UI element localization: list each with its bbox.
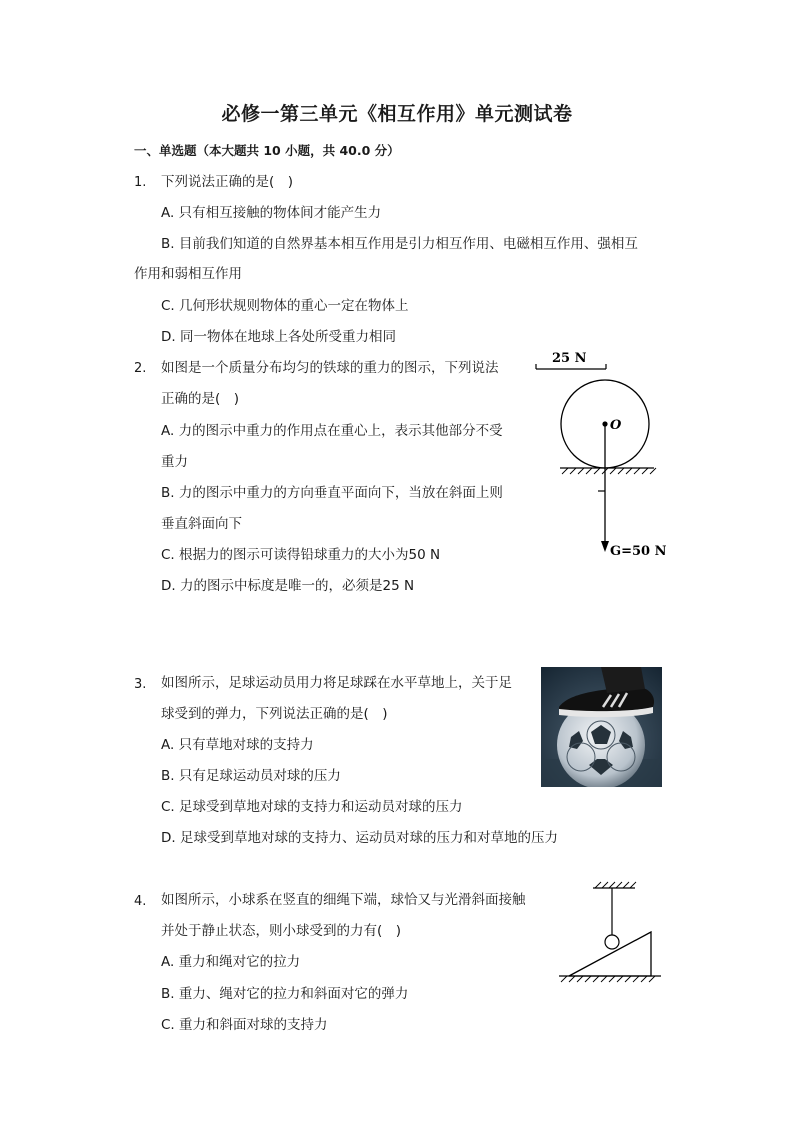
question-3-number: 3. — [134, 677, 147, 692]
center-label: O — [610, 418, 622, 433]
small-ball — [605, 935, 619, 949]
question-4-option-b: B. 重力、绳对它的拉力和斜面对它的弹力 — [161, 986, 409, 1002]
ceiling-hatching — [595, 882, 636, 888]
section-title: 一、单选题（本大题共 10 小题，共 40.0 分） — [134, 143, 400, 158]
question-2-option-a-cont: 重力 — [161, 454, 188, 470]
question-1-option-a: A. 只有相互接触的物体间才能产生力 — [161, 205, 382, 221]
question-3-option-d: D. 足球受到草地对球的支持力、运动员对球的压力和对草地的压力 — [161, 830, 558, 846]
question-4-stem: 如图所示，小球系在竖直的细绳下端，球恰又与光滑斜面接触 — [161, 892, 526, 908]
question-2-option-d: D. 力的图示中标度是唯一的，必须是25 N — [161, 578, 415, 594]
question-1-option-c: C. 几何形状规则物体的重心一定在物体上 — [161, 298, 409, 314]
question-4-option-c: C. 重力和斜面对球的支持力 — [161, 1017, 328, 1033]
scale-label: 25 N — [552, 351, 587, 366]
question-1-option-d: D. 同一物体在地球上各处所受重力相同 — [161, 329, 396, 345]
question-2-option-b-cont: 垂直斜面向下 — [161, 516, 242, 532]
question-1-number: 1. — [134, 175, 147, 190]
question-3-stem: 如图所示，足球运动员用力将足球踩在水平草地上，关于足 — [161, 675, 512, 691]
question-1-option-b-cont: 作用和弱相互作用 — [134, 266, 242, 282]
football-photo — [541, 667, 662, 787]
question-2-option-b: B. 力的图示中重力的方向垂直平面向下，当放在斜面上则 — [161, 485, 503, 501]
question-2-stem: 如图是一个质量分布均匀的铁球的重力的图示，下列说法 — [161, 360, 499, 376]
question-2-number: 2. — [134, 361, 147, 376]
force-diagram-figure — [530, 345, 670, 570]
page-title: 必修一第三单元《相互作用》单元测试卷 — [221, 103, 573, 125]
gravity-arrow-head — [601, 541, 609, 552]
ball-on-slope-figure — [555, 880, 665, 990]
question-4-number: 4. — [134, 894, 147, 909]
question-2-option-c: C. 根据力的图示可读得铅球重力的大小为50 N — [161, 547, 441, 563]
question-2-stem-cont: 正确的是( ) — [161, 391, 240, 407]
question-2-option-a: A. 力的图示中重力的作用点在重心上，表示其他部分不受 — [161, 423, 503, 439]
ground-hatching — [561, 976, 655, 982]
question-1-stem: 下列说法正确的是( ) — [161, 174, 294, 190]
question-4-stem-cont: 并处于静止状态，则小球受到的力有( ) — [161, 923, 402, 939]
question-1-option-b: B. 目前我们知道的自然界基本相互作用是引力相互作用、电磁相互作用、强相互 — [161, 236, 638, 252]
force-label: G=50 N — [610, 544, 667, 559]
ground-hatching — [562, 468, 656, 474]
question-3-option-c: C. 足球受到草地对球的支持力和运动员对球的压力 — [161, 799, 463, 815]
question-3-stem-cont: 球受到的弹力，下列说法正确的是( ) — [161, 706, 388, 722]
question-3-option-a: A. 只有草地对球的支持力 — [161, 737, 314, 753]
question-3-option-b: B. 只有足球运动员对球的压力 — [161, 768, 341, 784]
question-4-option-a: A. 重力和绳对它的拉力 — [161, 954, 301, 970]
